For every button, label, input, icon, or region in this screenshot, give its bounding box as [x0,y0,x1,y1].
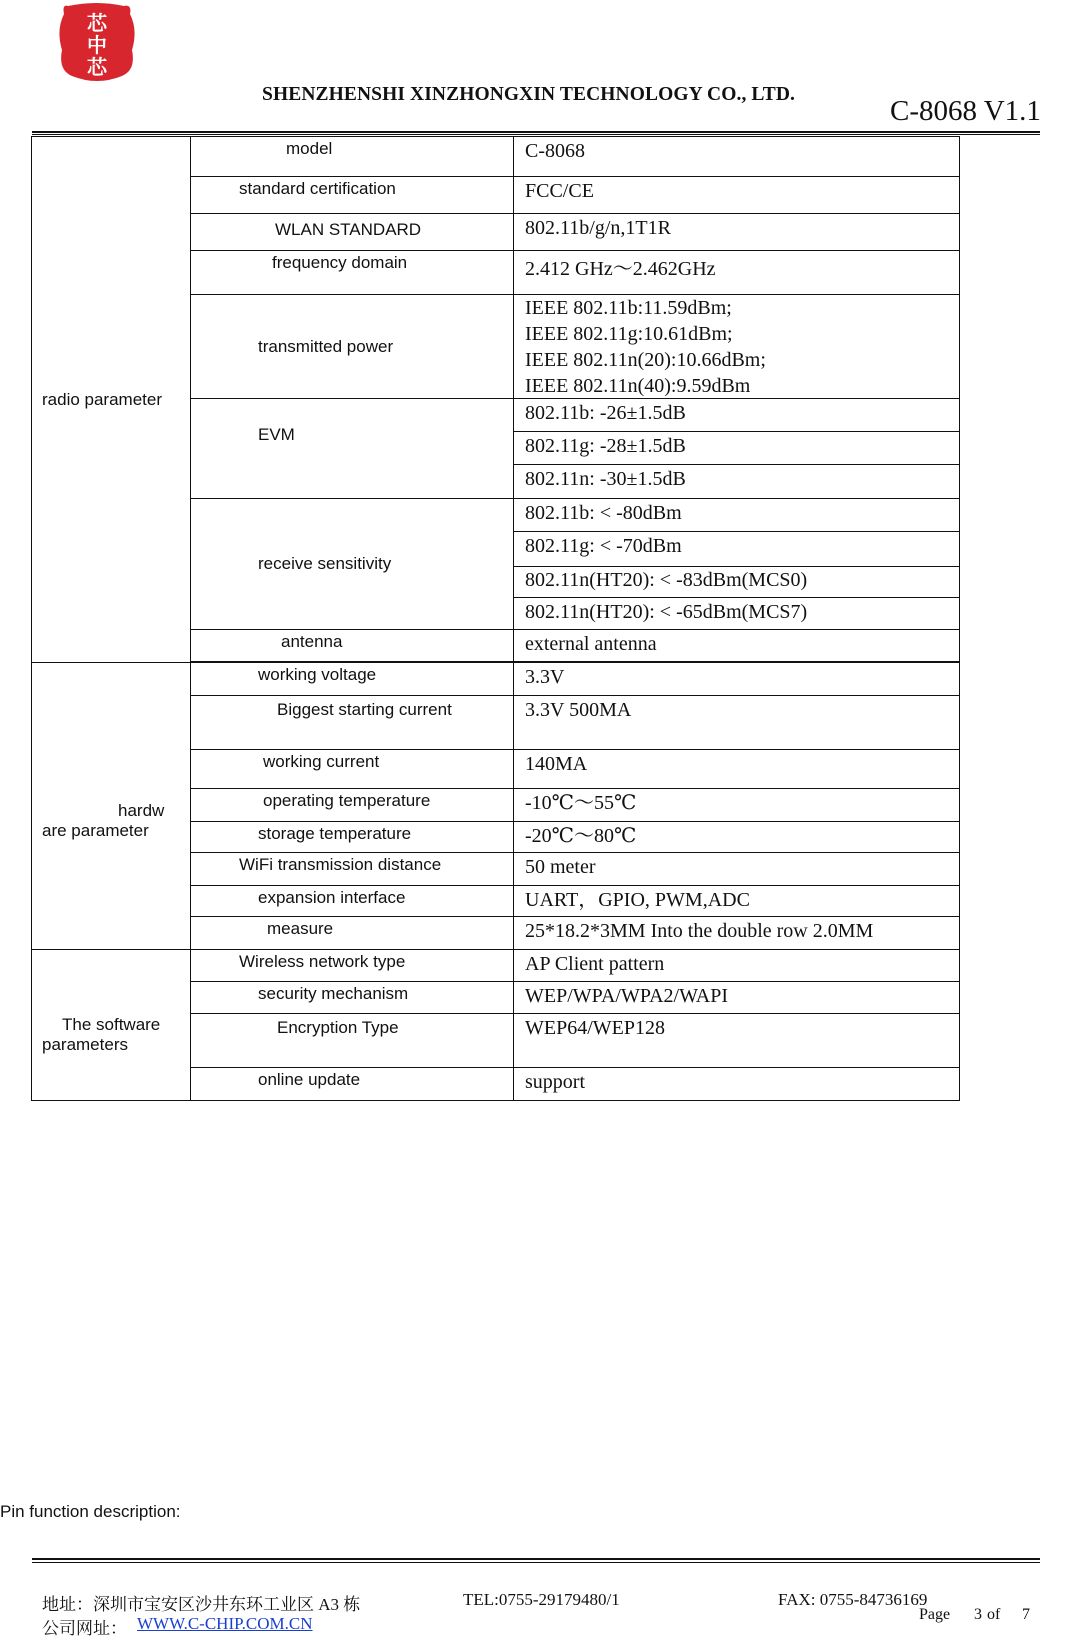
category-software: The software parameters [32,950,191,1101]
page-footer [0,1590,1086,1640]
param-value: WEP64/WEP128 [514,1014,960,1068]
param-value: 3.3V [514,663,960,696]
param-label: receive sensitivity [191,499,514,630]
param-label: storage temperature [191,822,514,853]
param-label: operating temperature [191,789,514,822]
param-value: IEEE 802.11b:11.59dBm; IEEE 802.11g:10.61dBm; IEEE 802.11n(20):10.66dBm; IEEE 802.11n(40):9.59dBm [514,295,960,399]
svg-text:中: 中 [87,33,107,57]
param-label: Encryption Type [191,1014,514,1068]
footer-site-label: 公司网址： [42,1619,127,1638]
param-value: FCC/CE [514,177,960,214]
page-of: of [987,1606,1001,1623]
param-label: model [191,137,514,177]
header-rule-thin [32,134,1040,135]
header-rule [32,131,1040,133]
param-value: 140MA [514,750,960,789]
param-label: WiFi transmission distance [191,853,514,886]
footer-tel: TEL:0755-29179480/1 [463,1590,620,1609]
footer-address: 地址：深圳市宝安区沙井东环工业区 A3 栋 [42,1595,361,1614]
param-label: EVM [191,399,514,499]
param-label: WLAN STANDARD [191,214,514,251]
param-value: 50 meter [514,853,960,886]
param-label: measure [191,917,514,950]
param-label: Wireless network type [191,950,514,982]
category-radio: radio parameter [32,137,191,663]
param-value: C-8068 [514,137,960,177]
param-value: -20℃～80℃ [514,822,960,853]
param-value: UART，GPIO, PWM,ADC [514,886,960,917]
param-value: 802.11n: -30±1.5dB [514,465,960,499]
param-label: security mechanism [191,982,514,1014]
param-label: transmitted power [191,295,514,399]
svg-text:芯: 芯 [87,11,107,35]
param-value: external antenna [514,630,960,662]
param-label: online update [191,1068,514,1101]
param-value: 802.11g: < -70dBm [514,532,960,567]
footer-rule [32,1558,1040,1560]
page-label: Page [919,1606,951,1623]
spec-table [31,136,960,1101]
document-version: C-8068 V1.1 [890,95,1041,127]
footer-site-link[interactable]: WWW.C-CHIP.COM.CN [137,1614,313,1633]
svg-text:芯: 芯 [87,55,107,79]
footer-fax: FAX: 0755-84736169 [778,1590,928,1609]
footer-rule-thin [32,1562,1040,1563]
company-name: SHENZHENSHI XINZHONGXIN TECHNOLOGY CO., LTD. [262,84,796,105]
category-hardware: hardw are parameter [32,663,191,950]
param-value: 2.412 GHz～2.462GHz [514,251,960,295]
param-value: -10℃～55℃ [514,789,960,822]
param-value: 802.11b: -26±1.5dB [514,399,960,432]
param-label: antenna [191,630,514,662]
param-label: Biggest starting current [191,696,514,750]
param-value: support [514,1068,960,1101]
pin-heading: Pin function description: [0,1502,181,1521]
param-label: working current [191,750,514,789]
param-value: 802.11b: < -80dBm [514,499,960,532]
company-logo [52,0,142,82]
param-value: 802.11b/g/n,1T1R [514,214,960,251]
param-value: AP Client pattern [514,950,960,982]
param-value: 3.3V 500MA [514,696,960,750]
param-label: expansion interface [191,886,514,917]
param-value: 802.11n(HT20): < -83dBm(MCS0) [514,567,960,598]
param-value: WEP/WPA/WPA2/WAPI [514,982,960,1014]
param-value: 802.11g: -28±1.5dB [514,432,960,465]
page-number: 3 [974,1606,982,1623]
page-total: 7 [1022,1606,1030,1623]
param-value: 25*18.2*3MM Into the double row 2.0MM [514,917,960,950]
param-label: frequency domain [191,251,514,295]
param-label: working voltage [191,663,514,696]
param-label: standard certification [191,177,514,214]
param-value: 802.11n(HT20): < -65dBm(MCS7) [514,598,960,630]
